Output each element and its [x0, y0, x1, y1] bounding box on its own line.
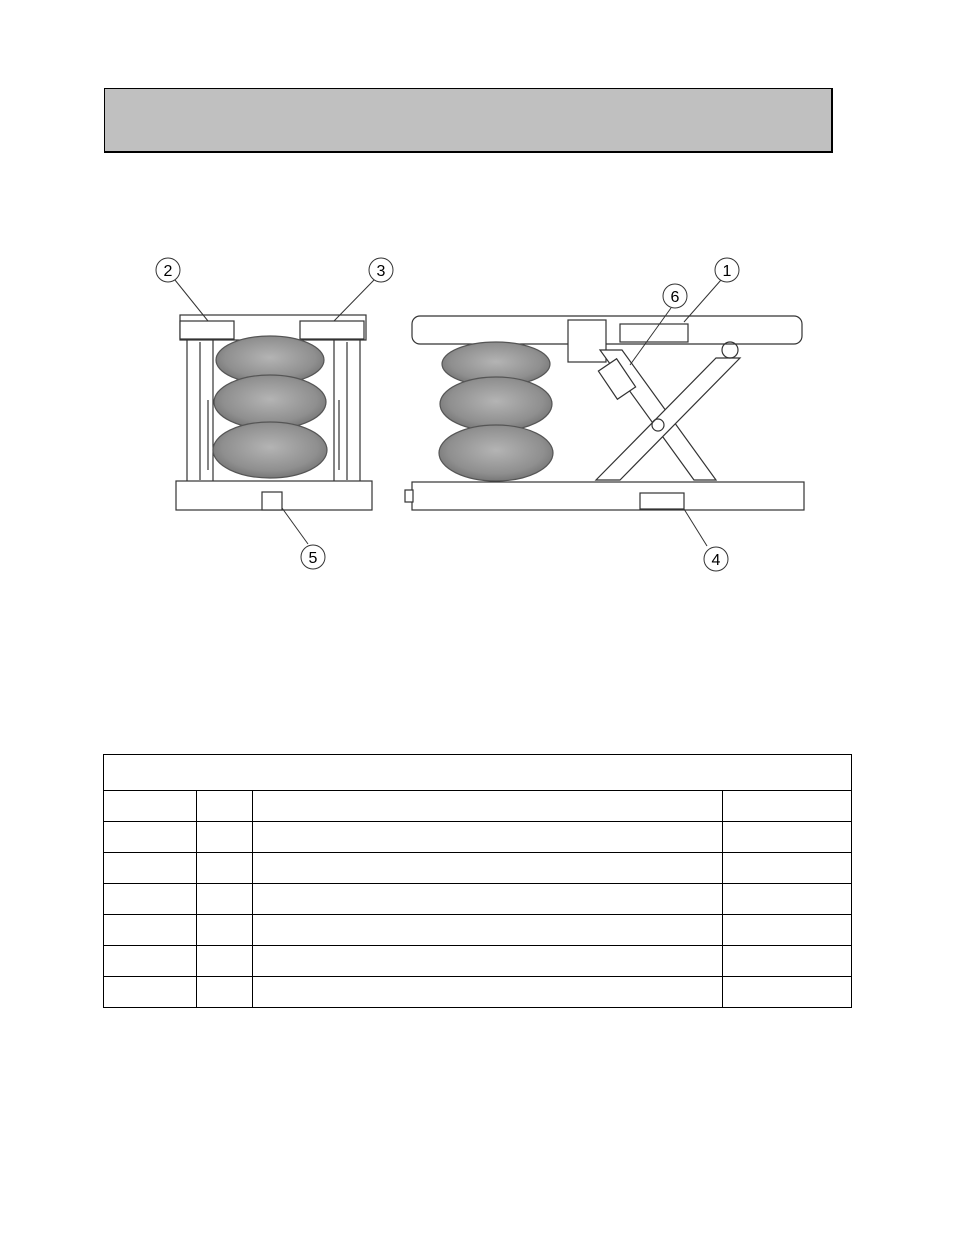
- callout-1: [715, 258, 739, 282]
- side-bracket: [568, 320, 606, 362]
- table-cell: [104, 946, 197, 977]
- svg-text:2: 2: [163, 263, 173, 280]
- table-cell: [104, 977, 197, 1008]
- svg-text:1: 1: [722, 263, 732, 280]
- table-cell: [253, 915, 723, 946]
- table-cell: [723, 822, 852, 853]
- table-cell: [197, 853, 253, 884]
- table-row: [104, 822, 852, 853]
- table-cell: [723, 977, 852, 1008]
- table-row: [104, 946, 852, 977]
- table-cell: [723, 853, 852, 884]
- table-cell: [197, 791, 253, 822]
- svg-text:4: 4: [711, 552, 721, 569]
- table-cell: [253, 884, 723, 915]
- scissor-mechanism: [596, 342, 740, 480]
- side-pad-top: [620, 324, 688, 342]
- table-cell: [197, 915, 253, 946]
- parts-table-title-row: [104, 755, 852, 791]
- side-pad-bottom: [640, 493, 684, 509]
- svg-text:6: 6: [670, 289, 680, 306]
- parts-table: [103, 754, 852, 1008]
- front-pad-right: [300, 321, 364, 339]
- table-cell: [197, 946, 253, 977]
- side-bellows: [439, 342, 553, 481]
- callout-6: [663, 284, 687, 308]
- front-pad-left: [180, 321, 234, 339]
- side-view: [405, 316, 804, 510]
- callout-5: [301, 545, 325, 569]
- table-cell: [253, 822, 723, 853]
- table-cell: [253, 977, 723, 1008]
- table-cell: [253, 791, 723, 822]
- callout-4: [704, 547, 728, 571]
- table-cell: [104, 822, 197, 853]
- table-cell: [253, 853, 723, 884]
- table-row: [104, 915, 852, 946]
- table-cell: [723, 946, 852, 977]
- table-cell: [104, 791, 197, 822]
- side-top-plate: [412, 316, 802, 344]
- table-cell: [723, 915, 852, 946]
- table-cell: [723, 884, 852, 915]
- table-row: [104, 884, 852, 915]
- table-cell: [104, 884, 197, 915]
- table-cell: [723, 791, 852, 822]
- front-bellows: [213, 336, 327, 478]
- table-cell: [253, 946, 723, 977]
- table-cell: [104, 915, 197, 946]
- callout-2: [156, 258, 180, 282]
- air-lift-diagram: [150, 250, 820, 580]
- front-pad-bottom: [262, 492, 282, 510]
- table-cell: [104, 853, 197, 884]
- table-cell: [197, 822, 253, 853]
- front-view: [176, 315, 372, 510]
- table-row: [104, 977, 852, 1008]
- table-cell: [197, 884, 253, 915]
- header-band: [104, 88, 833, 153]
- svg-text:5: 5: [308, 550, 318, 567]
- callout-3: [369, 258, 393, 282]
- table-cell: [197, 977, 253, 1008]
- parts-table-header-row: [104, 791, 852, 822]
- svg-text:3: 3: [376, 263, 386, 280]
- side-bottom-plate: [412, 482, 804, 510]
- table-row: [104, 853, 852, 884]
- parts-table-title-cell: [104, 755, 852, 791]
